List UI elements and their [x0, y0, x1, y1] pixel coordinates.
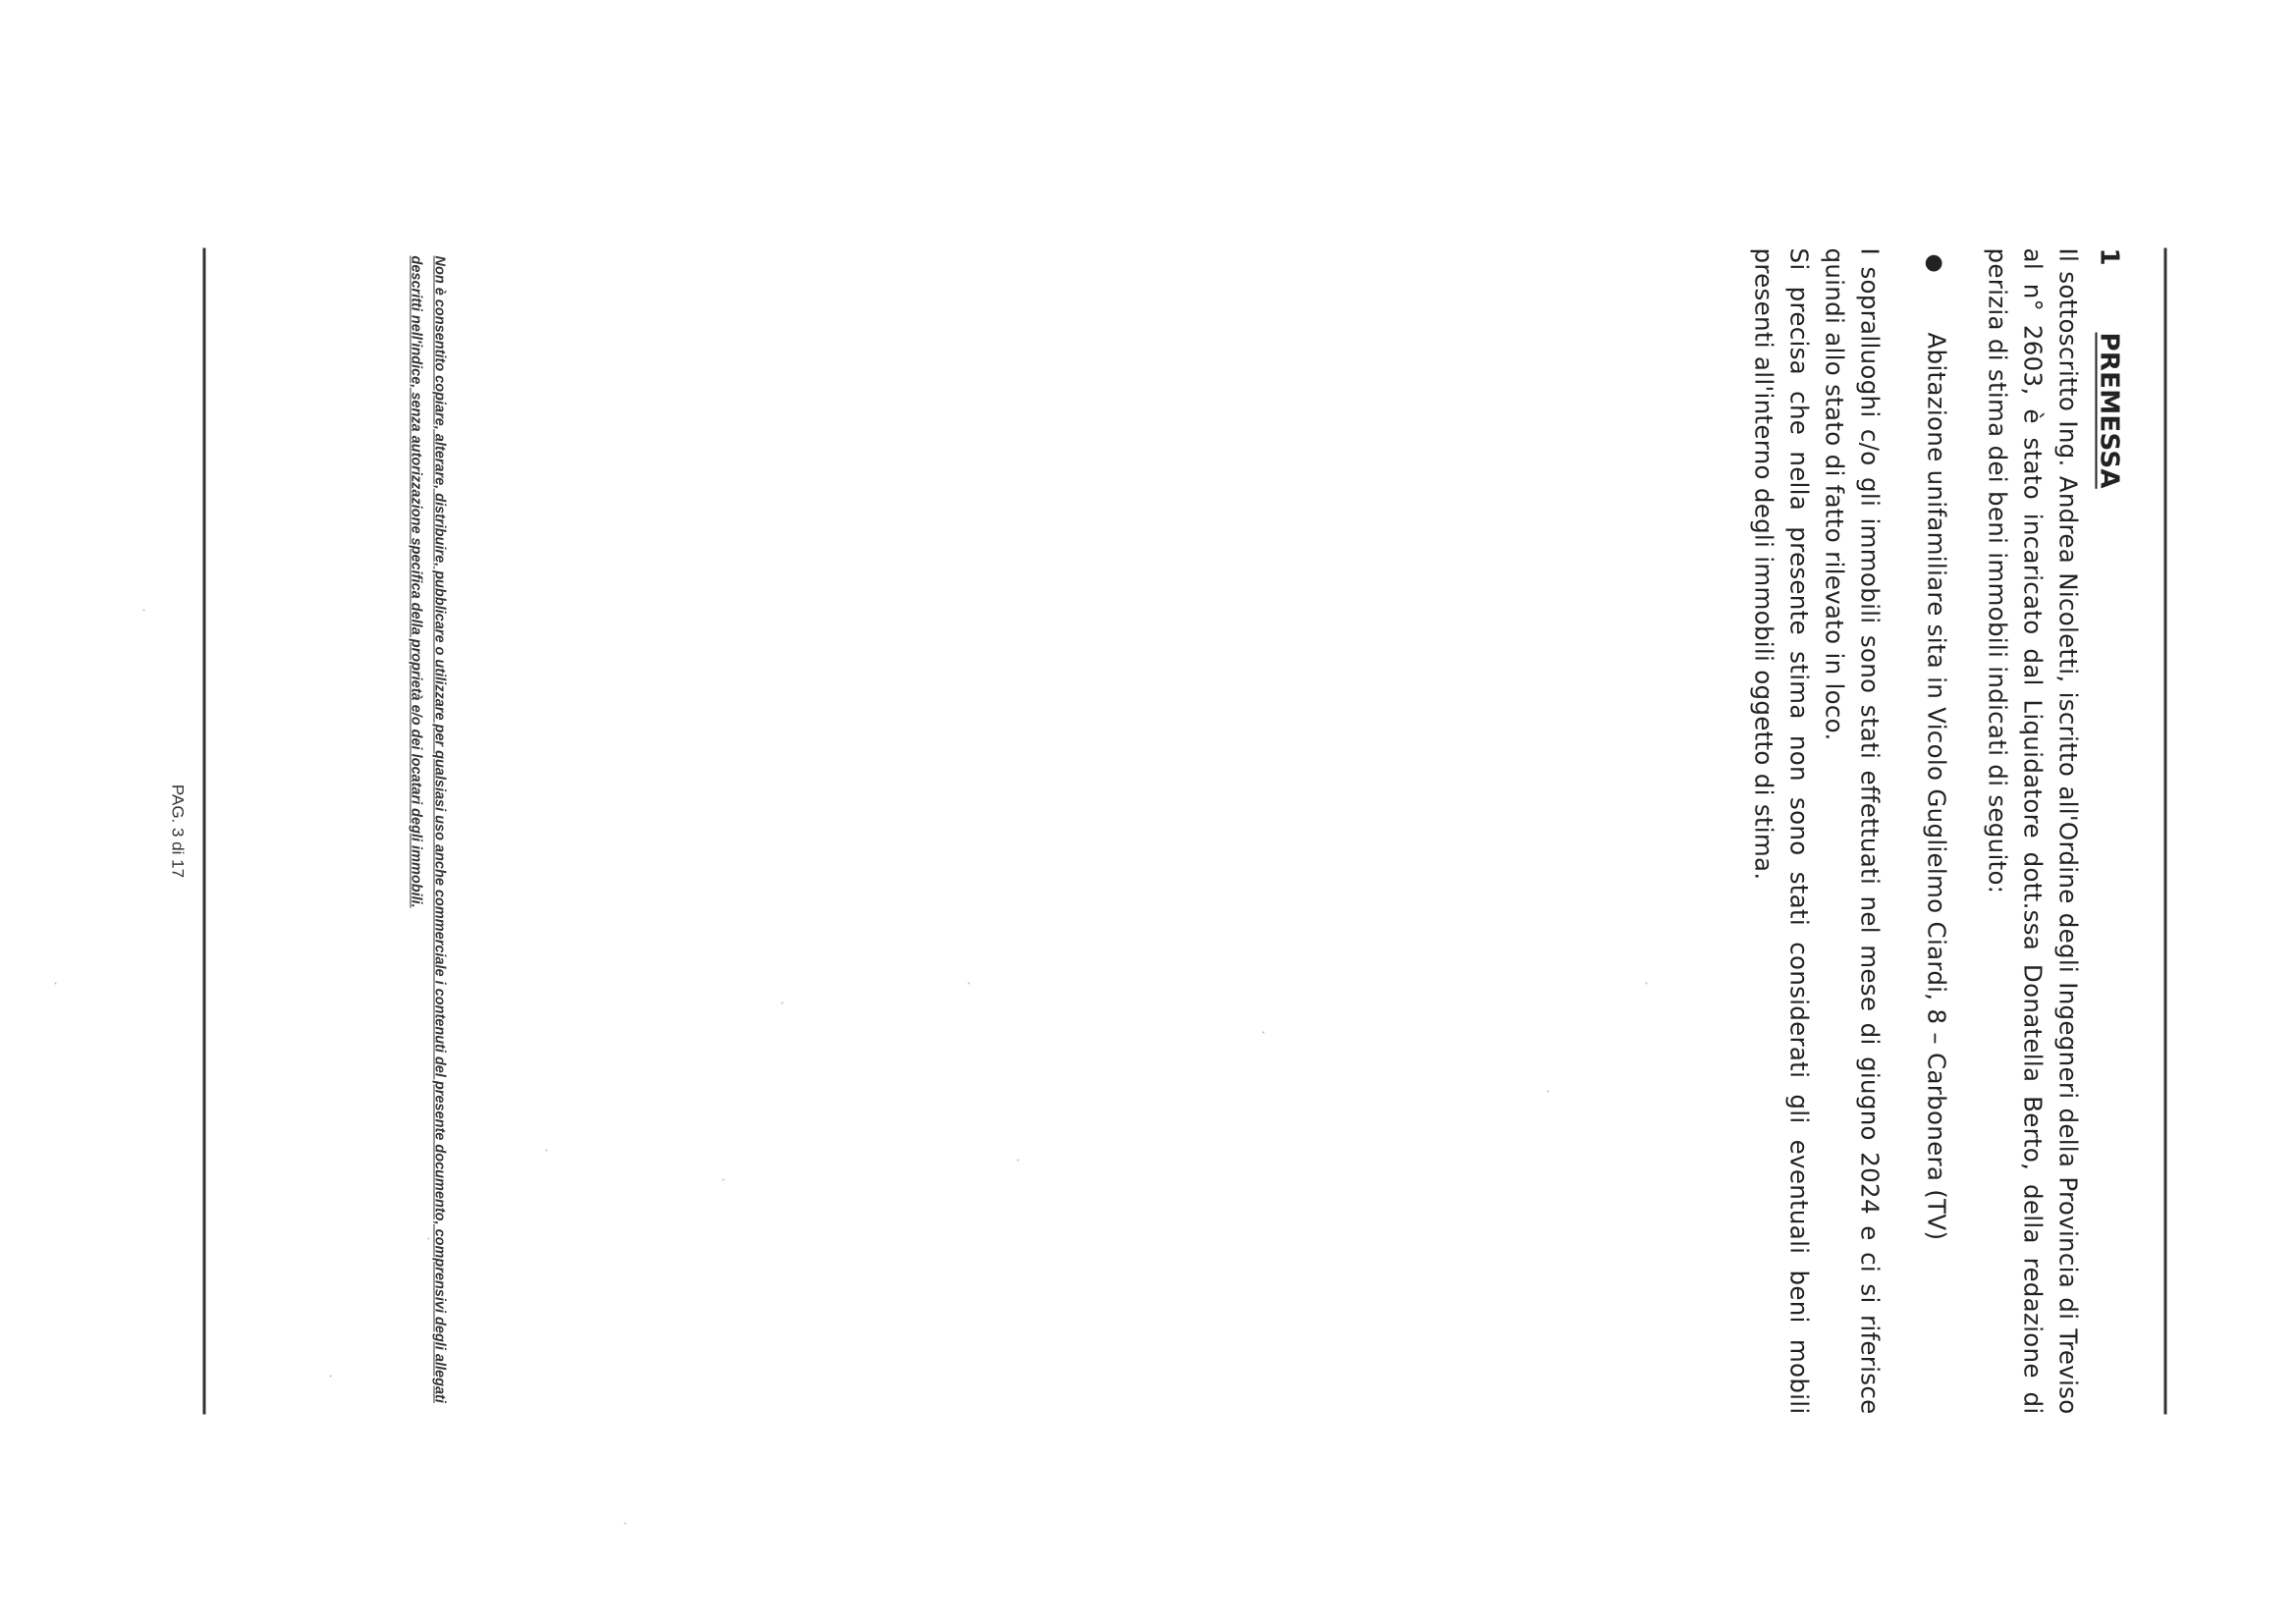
bullet-icon: ●: [1922, 253, 1947, 273]
scan-speck: [55, 983, 57, 985]
scan-speck: [546, 1150, 548, 1152]
page-number: PAG. 3 di 17: [168, 784, 188, 879]
scan-speck: [1646, 983, 1648, 985]
scan-speck: [625, 1523, 627, 1525]
scan-speck: [723, 1179, 725, 1181]
scan-speck: [330, 1376, 332, 1378]
scan-speck: [782, 1002, 784, 1004]
scan-speck: [143, 610, 145, 612]
scan-speck: [428, 1238, 430, 1240]
section-heading: [2092, 248, 2127, 1415]
header-rule: [2164, 248, 2167, 1415]
footer-rule: [203, 248, 206, 1415]
document-body: [1746, 248, 2127, 1415]
scan-speck: [1263, 1032, 1265, 1034]
intro-paragraph: Il sottoscritto Ing. Andrea Nicoletti, iscritto all'Ordine degli Ingegneri della Provincia di Treviso al n° 2603, è stato incaricato dal Liquidatore dott.ssa Donatella Berto, della redazione di perizia di stima dei beni immobili indicati di seguito:: [1983, 247, 2083, 1415]
survey-paragraph: I sopralluoghi c/o gli immobili sono stati effettuati nel mese di giugno 2024 e ci si riferisce quindi allo stato di fatto rilevato in loco.: [1820, 247, 1885, 1415]
property-list: [1917, 248, 1954, 1415]
scan-speck: [1017, 1160, 1019, 1162]
property-address: Abitazione unifamiliare sita in Vicolo Guglielmo Ciardi, 8 – Carbonera (TV): [1922, 332, 1951, 1241]
footer-disclaimer: Non è consentito copiare, alterare, distribuire, pubblicare o utilizzare per qualsiasi uso anche commerciale i contenuti del presente documento, comprensivi degli allegati descritti nell'indice, senza autorizzazione specifica della proprietà e/o dei locatari degli immobili.: [408, 255, 448, 1403]
scan-speck: [968, 983, 970, 985]
scan-speck: [1548, 1091, 1550, 1093]
document-page: [0, 1, 2296, 1624]
list-item: [1917, 248, 1954, 1415]
section-title: PREMESSA: [2094, 332, 2124, 489]
note-paragraph: Si precisa che nella presente stima non sono stati considerati gli eventuali beni mobili presenti all'interno degli immobili oggetto di stima.: [1749, 247, 1814, 1415]
section-number: 1: [2094, 247, 2124, 266]
